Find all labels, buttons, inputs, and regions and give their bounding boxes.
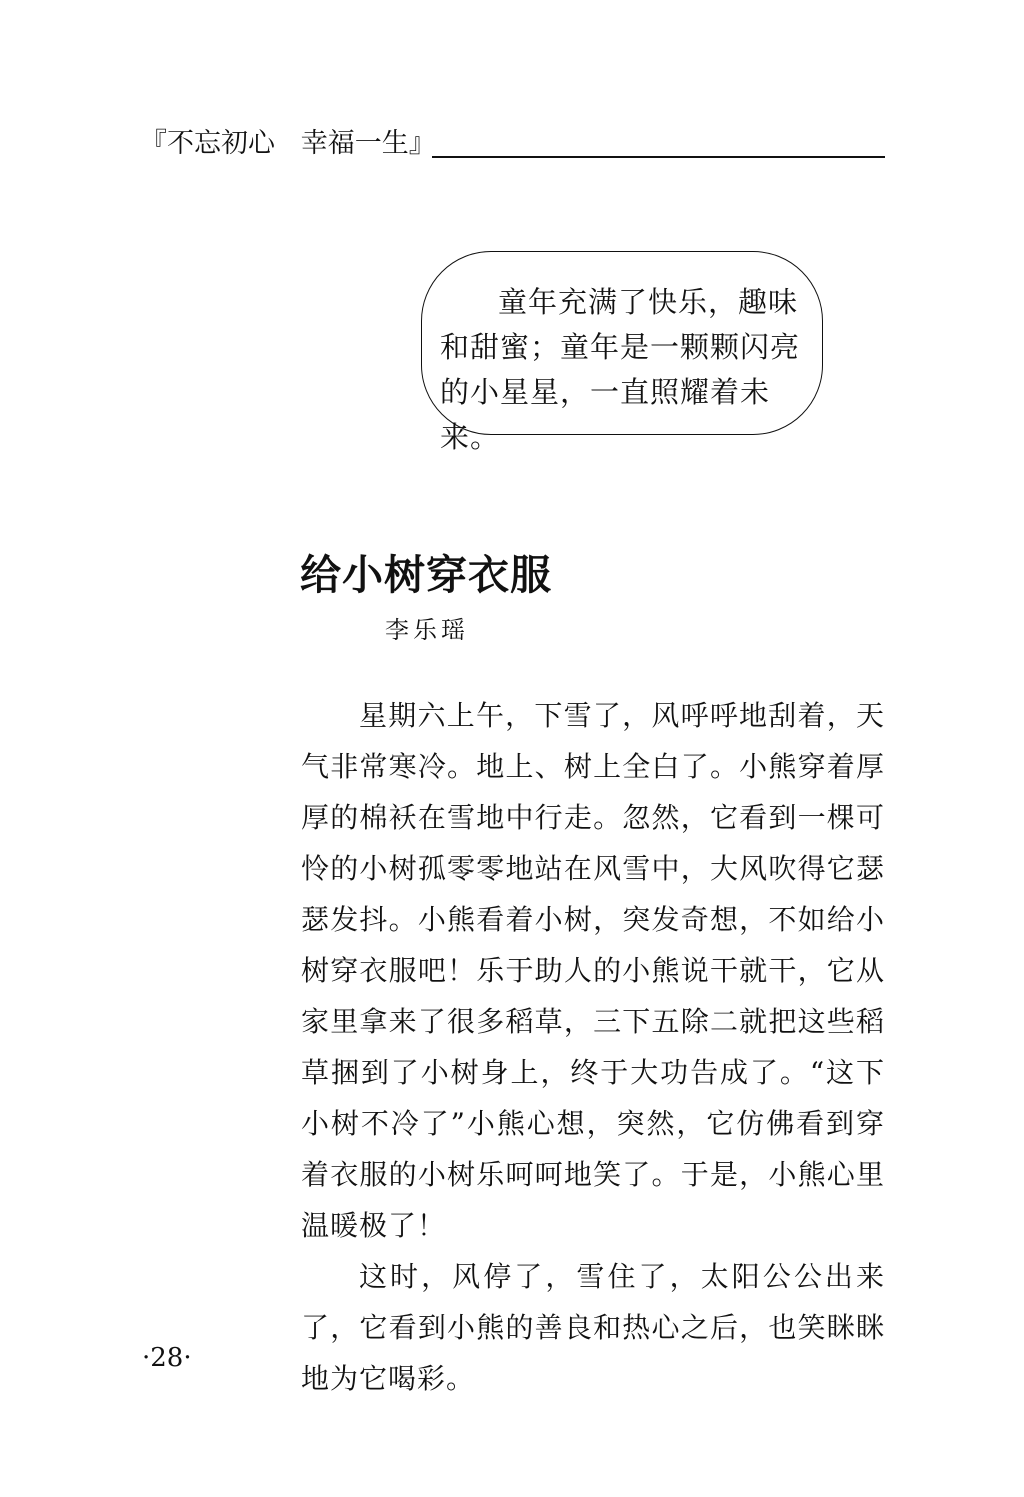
quote-bubble-text: 童年充满了快乐，趣味和甜蜜；童年是一颗颗闪亮的小星星，一直照耀着未来。: [440, 285, 801, 454]
running-header: [140, 128, 885, 162]
article-title: 给小树穿衣服: [300, 551, 552, 599]
quote-bubble: [421, 251, 823, 454]
article-paragraph: 星期六上午，下雪了，风呼呼地刮着，天气非常寒冷。地上、树上全白了。小熊穿着厚厚的棉袄在雪地中行走。忽然，它看到一棵可怜的小树孤零零地站在风雪中，大风吹得它瑟瑟发抖。小熊看着小树，突发奇想，不如给小树穿衣服吧！乐于助人的小熊说干就干，它从家里拿来了很多稻草，三下五除二就把这些稻草捆到了小树身上，终于大功告成了。“这下小树不冷了”小熊心想，突然，它仿佛看到穿着衣服的小树乐呵呵地笑了。于是，小熊心里温暖极了！: [301, 699, 885, 1242]
article-paragraph: 这时，风停了，雪住了，太阳公公出来了，它看到小熊的善良和热心之后，也笑眯眯地为它喝彩。: [301, 1260, 885, 1395]
article-author: 李乐瑶: [385, 616, 469, 644]
header-rule: [432, 156, 885, 158]
article-body: [301, 690, 885, 1404]
page-number: ·28·: [142, 1343, 192, 1373]
running-header-title: 『不忘初心 幸福一生』: [140, 128, 436, 159]
